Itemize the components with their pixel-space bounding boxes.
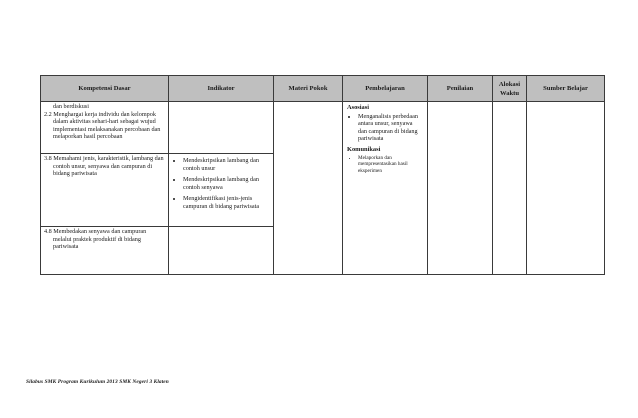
asosiasi-list bbox=[347, 113, 423, 143]
silabus-table-container bbox=[40, 75, 604, 275]
penilaian-cell bbox=[428, 102, 493, 275]
kd-item-4-8: 4.8 Membedakan senyawa dan campuran melalui praktek produktif di bidang pariwisata bbox=[44, 228, 147, 251]
kd-item-2-2: 2.2 Menghargai kerja individu dan kelompok dalam aktivitas sehari-hari sebagai wujud implementasi melaksanakan percobaan dan melaporkan hasil percobaan bbox=[44, 110, 161, 141]
header-alokasi-waktu bbox=[493, 76, 527, 102]
header-penilaian: Penilaian bbox=[428, 76, 493, 102]
indikator-cell-empty bbox=[169, 102, 274, 154]
header-indikator: Indikator bbox=[169, 76, 274, 102]
header-alokasi-line1: Alokasi bbox=[498, 80, 521, 88]
kd-continuation: dan berdiskusi bbox=[53, 103, 89, 110]
pembelajaran-cell bbox=[343, 102, 428, 275]
header-row bbox=[41, 76, 605, 102]
header-sumber-belajar: Sumber Belajar bbox=[527, 76, 605, 102]
list-item: • Mendeskripsikan lambang dan contoh unsur bbox=[183, 157, 273, 172]
list-item: • Menganalisis perbedaan antara unsur, senyawa dan campuran di bidang pariwisata bbox=[358, 113, 423, 143]
indikator-list bbox=[169, 157, 273, 211]
page-footer: Silabus SMK Program Kurikulum 2013 SMK Negeri 3 Klaten bbox=[26, 379, 169, 385]
materi-pokok-cell bbox=[274, 102, 343, 275]
header-alokasi-line2: Waktu bbox=[499, 89, 520, 97]
list-item: • Mendeskripsikan lambang dan contoh senyawa bbox=[183, 176, 273, 191]
asosiasi-heading: Asosiasi bbox=[347, 104, 370, 111]
indikator-cell bbox=[169, 154, 274, 227]
header-pembelajaran: Pembelajaran bbox=[343, 76, 428, 102]
kd-item-3-8: 3.8 Memahami jenis, karakteristik, lambang dan contoh unsur, senyawa dan campuran di bidang pariwisata bbox=[44, 155, 164, 178]
indikator-cell-empty bbox=[169, 227, 274, 275]
list-item: • Mengidentifikasi jenis-jenis campuran di bidang pariwisata bbox=[183, 195, 273, 210]
komunikasi-list bbox=[347, 155, 423, 175]
table-row bbox=[41, 102, 605, 154]
alokasi-waktu-cell bbox=[493, 102, 527, 275]
kd-cell-2-2 bbox=[41, 102, 169, 154]
sumber-belajar-cell bbox=[527, 102, 605, 275]
komunikasi-heading: Komunikasi bbox=[347, 145, 381, 153]
kd-cell-3-8 bbox=[41, 154, 169, 227]
list-item: • Melaporkan dan mempresentasikan hasil eksperimen bbox=[358, 155, 423, 175]
silabus-table bbox=[40, 75, 605, 275]
header-materi-pokok: Materi Pokok bbox=[274, 76, 343, 102]
header-kompetensi-dasar: Kompetensi Dasar bbox=[41, 76, 169, 102]
kd-cell-4-8 bbox=[41, 227, 169, 275]
